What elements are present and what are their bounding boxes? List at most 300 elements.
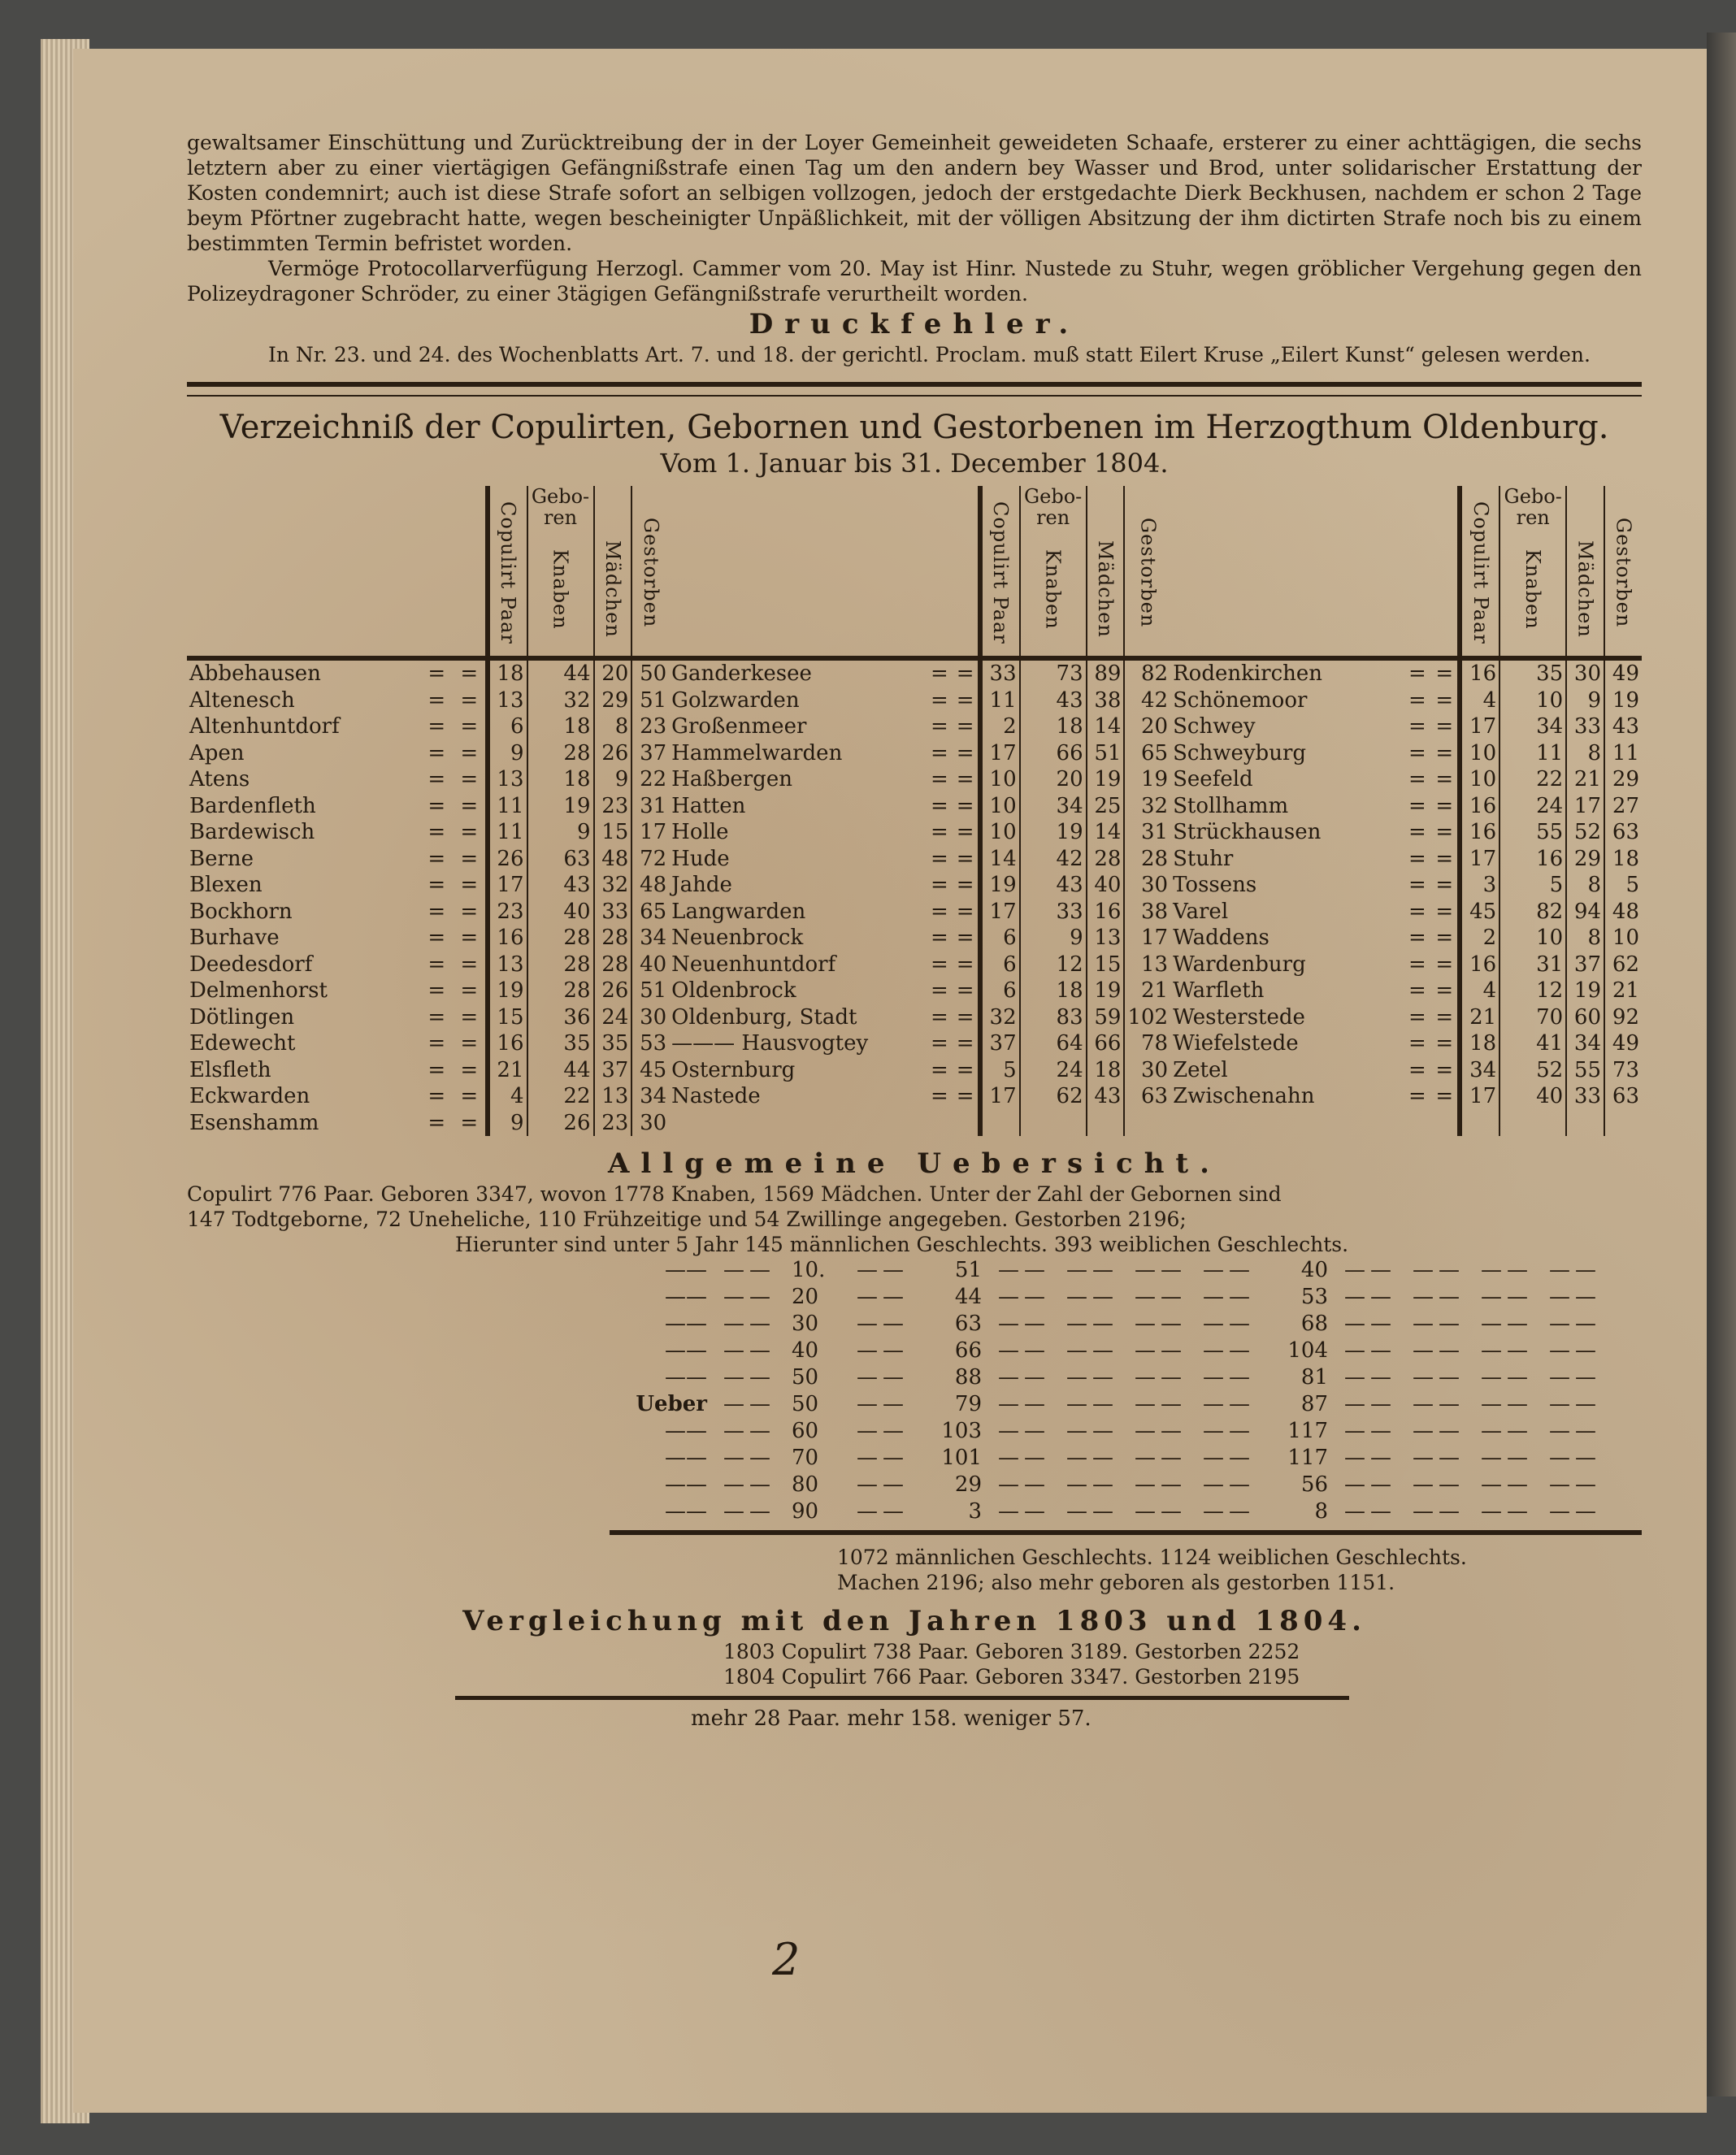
table-row (187, 658, 1642, 687)
place-name: Strückhausen (1173, 820, 1322, 844)
intro-paragraph-2: Vermöge Protocollarverfügung Herzogl. Cammer vom 20. May ist Hinr. Nustede zu Stuhr, wegen gröblicher Vergehung gegen den Polizeydragoner Schröder, zu einer 3tägigen Gefängnißstrafe verurtheilt worden. (187, 257, 1642, 306)
ditto-mark: = (1408, 899, 1426, 924)
maedchen-value: 55 (1566, 1057, 1604, 1084)
copulirt-value: 6 (980, 925, 1020, 952)
dash-mark: —— (857, 1285, 909, 1309)
knaben-value: 22 (527, 1083, 594, 1110)
place-name: Wiefelstede (1173, 1031, 1299, 1056)
knaben-value: 63 (527, 846, 594, 873)
gestorben-value: 5 (1604, 872, 1642, 899)
knaben-value: 18 (527, 766, 594, 793)
copulirt-value: 16 (1460, 819, 1499, 846)
male-count: 3 (968, 1499, 982, 1524)
gestorben-value: 10 (1604, 925, 1642, 952)
age-value: 50 (792, 1365, 819, 1390)
knaben-value: 12 (1499, 978, 1566, 1004)
dash-mark: —— (723, 1472, 775, 1497)
copulirt-value: 17 (980, 899, 1020, 926)
knaben-value: 52 (1499, 1057, 1566, 1084)
dash-mark: —— (1413, 1365, 1465, 1390)
age-prefix: —— (665, 1285, 707, 1309)
maedchen-value (1566, 1110, 1604, 1137)
ditto-mark: = (1408, 687, 1426, 713)
gestorben-value: 51 (631, 978, 669, 1004)
knaben-value: 43 (1020, 872, 1087, 899)
maedchen-value: 37 (1566, 952, 1604, 978)
place-name: Berne (189, 846, 254, 871)
age-prefix: —— (665, 1312, 707, 1336)
copulirt-value: 18 (1460, 1030, 1499, 1057)
place-name: Schweyburg (1173, 740, 1307, 765)
gestorben-value: 65 (1124, 740, 1170, 767)
ditto-mark (953, 1110, 979, 1137)
header-gebo-b: Gebo- ren (1023, 485, 1083, 529)
age-row (610, 1498, 1609, 1525)
errata-paragraph: In Nr. 23. und 24. des Wochenblatts Art. 7. und 18. der gerichtl. Proclam. muß statt Eilert Kruse „Eilert Kunst“ gelesen werden. (268, 343, 1591, 366)
table-row (187, 1110, 1642, 1137)
header-maedchen-label-c: Mädchen (1573, 540, 1597, 638)
copulirt-value: 9 (488, 1110, 527, 1137)
intro-paragraph-1: gewaltsamer Einschüttung und Zurücktreibung der in der Loyer Gemeinheit geweideten Schaafe, ersterer zu einer achttägigen, die sechs letztern aber zu einer viertägigen Gefängnißstrafe einen Tag um den andern bey Wasser und Brod, unter solidarischer Erstattung der Kosten condemnirt; auch ist diese Strafe sofort an selbigen vollzogen, jedoch der erstgedachte Dierk Beckhusen, nachdem er schon 2 Tage beym Pförtner zugebracht hatte, wegen bescheinigter Unpäßlichkeit, mit der völligen Absitzung der ihm dictirten Strafe noch bis zu einem bestimmten Termin befristet worden. (187, 131, 1642, 255)
maedchen-value: 25 (1087, 793, 1125, 820)
knaben-value: 44 (527, 1057, 594, 1084)
knaben-value: 33 (1020, 899, 1087, 926)
gestorben-value: 49 (1604, 1030, 1642, 1057)
maedchen-value: 26 (594, 978, 632, 1004)
gestorben-value: 13 (1124, 952, 1170, 978)
place-name: Esenshamm (189, 1110, 319, 1135)
table-row (187, 766, 1642, 793)
place-name: Schönemoor (1173, 687, 1308, 713)
compare-1803: 1803 Copulirt 738 Paar. Geboren 3189. Gestorben 2252 (723, 1640, 1300, 1663)
age-prefix: —— (665, 1499, 707, 1524)
table-row (187, 1083, 1642, 1110)
dash-mark: —— (1344, 1338, 1396, 1363)
place-name: Altenesch (189, 687, 295, 713)
copulirt-value: 19 (488, 978, 527, 1004)
ditto-mark: = (460, 846, 479, 871)
ditto-mark: = (427, 687, 446, 713)
female-count: 87 (1300, 1392, 1328, 1416)
knaben-value: 10 (1499, 687, 1566, 714)
dash-mark: —— (1066, 1312, 1118, 1336)
ditto-mark: = (1435, 714, 1454, 739)
page-content (187, 130, 1642, 1918)
knaben-value: 44 (527, 658, 594, 687)
header-quote-a (420, 486, 454, 658)
gestorben-value: 65 (631, 899, 669, 926)
table-row (187, 952, 1642, 978)
knaben-value: 43 (1020, 687, 1087, 714)
ditto-mark: = (930, 1004, 948, 1030)
ditto-mark: = (956, 926, 974, 950)
age-row (610, 1472, 1609, 1498)
header-knaben-c (1499, 486, 1566, 658)
place-name: Warfleth (1173, 978, 1265, 1003)
knaben-value: 34 (1499, 713, 1566, 740)
ditto-mark: = (1435, 899, 1454, 924)
dash-mark: —— (1549, 1419, 1601, 1443)
gestorben-value: 30 (631, 1004, 669, 1031)
maedchen-value: 8 (594, 713, 632, 740)
dash-mark: —— (1549, 1392, 1601, 1416)
table-row (187, 819, 1642, 846)
place-name: Neuenbrock (671, 926, 804, 950)
maedchen-value: 52 (1566, 819, 1604, 846)
table-row (187, 1004, 1642, 1031)
ditto-mark: = (956, 820, 974, 844)
gestorben-value: 50 (631, 658, 669, 687)
uebersicht-line-1: Copulirt 776 Paar. Geboren 3347, wovon 1778 Knaben, 1569 Mädchen. Unter der Zahl der Gebornen sind (187, 1182, 1282, 1206)
dash-mark: —— (857, 1472, 909, 1497)
place-name: Atens (189, 767, 250, 791)
ditto-mark: = (930, 952, 948, 977)
knaben-value: 9 (1020, 925, 1087, 952)
dash-mark: —— (1481, 1392, 1533, 1416)
gestorben-value: 45 (631, 1057, 669, 1084)
knaben-value: 64 (1020, 1030, 1087, 1057)
dash-mark: —— (857, 1312, 909, 1336)
maedchen-value: 48 (594, 846, 632, 873)
gestorben-value: 63 (1604, 1083, 1642, 1110)
copulirt-value: 18 (488, 658, 527, 687)
ditto-mark: = (956, 714, 974, 739)
ditto-mark: = (427, 661, 446, 686)
copulirt-value: 10 (980, 766, 1020, 793)
gestorben-value: 48 (1604, 899, 1642, 926)
table-row (187, 925, 1642, 952)
dash-mark: —— (1066, 1446, 1118, 1470)
table-row (187, 793, 1642, 820)
vergleichung-heading: Vergleichung mit den Jahren 1803 und 1804. (462, 1605, 1366, 1637)
dash-mark: —— (1549, 1312, 1601, 1336)
ditto-mark: = (930, 846, 948, 871)
ditto-mark: = (460, 820, 479, 844)
copulirt-value (980, 1110, 1020, 1137)
dash-mark: —— (1135, 1446, 1187, 1470)
age-prefix: —— (665, 1338, 707, 1363)
dash-mark: —— (1066, 1285, 1118, 1309)
ditto-mark: = (427, 820, 446, 844)
uebersicht-line-3: Hierunter sind unter 5 Jahr 145 männlichen Geschlechts. 393 weiblichen Geschlechts. (455, 1233, 1349, 1256)
ditto-mark: = (1435, 926, 1454, 950)
dash-mark: —— (1344, 1499, 1396, 1524)
header-quote2-c (1431, 486, 1460, 658)
ditto-mark: = (427, 846, 446, 871)
header-quote2-b (953, 486, 979, 658)
place-name: Großenmeer (671, 714, 807, 739)
gestorben-value (1124, 1110, 1170, 1137)
table-row (187, 978, 1642, 1004)
gestorben-value: 22 (631, 766, 669, 793)
ditto-mark: = (427, 740, 446, 765)
knaben-value: 41 (1499, 1030, 1566, 1057)
maedchen-value: 33 (1566, 1083, 1604, 1110)
copulirt-value: 13 (488, 952, 527, 978)
place-name: Langwarden (671, 899, 806, 924)
gestorben-value: 19 (1604, 687, 1642, 714)
gestorben-value: 53 (631, 1030, 669, 1057)
female-count: 56 (1300, 1472, 1328, 1497)
header-gestorben-label-a: Gestorben (639, 518, 662, 628)
copulirt-value: 4 (1460, 978, 1499, 1004)
ditto-mark: = (427, 793, 446, 818)
place-name: Varel (1173, 899, 1229, 924)
place-name: Deedesdorf (189, 952, 313, 977)
register-header-row (187, 486, 1642, 658)
copulirt-value: 37 (980, 1030, 1020, 1057)
copulirt-value: 17 (980, 740, 1020, 767)
gestorben-value: 34 (631, 1083, 669, 1110)
place-name: ——— Hausvogtey (671, 1031, 869, 1056)
place-name: Eckwarden (189, 1084, 310, 1108)
maedchen-value: 30 (1566, 658, 1604, 687)
gestorben-value: 21 (1124, 978, 1170, 1004)
ditto-mark: = (956, 740, 974, 765)
dash-mark: —— (1481, 1365, 1533, 1390)
dash-mark: —— (1135, 1258, 1187, 1282)
copulirt-value: 16 (1460, 658, 1499, 687)
dash-mark: —— (1481, 1338, 1533, 1363)
dash-mark: —— (1344, 1258, 1396, 1282)
maedchen-value: 15 (594, 819, 632, 846)
header-knaben-label-a: Knaben (549, 549, 572, 630)
dash-mark: —— (1203, 1285, 1255, 1309)
maedchen-value: 60 (1566, 1004, 1604, 1031)
header-copulirt-c (1460, 486, 1499, 658)
copulirt-value: 6 (980, 978, 1020, 1004)
maedchen-value: 43 (1087, 1083, 1125, 1110)
copulirt-value (1460, 1110, 1499, 1137)
copulirt-value: 4 (488, 1083, 527, 1110)
place-name: Rodenkirchen (1173, 661, 1323, 686)
place-name: Bockhorn (189, 899, 293, 924)
knaben-value: 10 (1499, 925, 1566, 952)
dash-mark: —— (723, 1392, 775, 1416)
place-name: Seefeld (1173, 767, 1253, 791)
copulirt-value: 11 (488, 819, 527, 846)
dash-mark: —— (1481, 1312, 1533, 1336)
dash-mark: —— (1413, 1499, 1465, 1524)
ditto-mark: = (427, 952, 446, 977)
ditto-mark: = (460, 1057, 479, 1082)
gestorben-value: 21 (1604, 978, 1642, 1004)
table-row (187, 740, 1642, 767)
knaben-value: 22 (1499, 766, 1566, 793)
dash-mark: —— (857, 1499, 909, 1524)
copulirt-value: 2 (1460, 925, 1499, 952)
age-row (610, 1311, 1609, 1338)
gestorben-value: 30 (631, 1110, 669, 1137)
dash-mark: —— (723, 1312, 775, 1336)
gestorben-value: 92 (1604, 1004, 1642, 1031)
ditto-mark: = (1408, 873, 1426, 897)
dash-mark: —— (1135, 1285, 1187, 1309)
header-quote-c (1404, 486, 1432, 658)
maedchen-value: 38 (1087, 687, 1125, 714)
place-name: Bardenfleth (189, 793, 316, 818)
knaben-value: 35 (527, 1030, 594, 1057)
maedchen-value: 51 (1087, 740, 1125, 767)
place-name: Burhave (189, 926, 280, 950)
ditto-mark: = (1435, 687, 1454, 713)
female-count: 40 (1300, 1258, 1328, 1282)
age-row (610, 1338, 1609, 1364)
sum-divider (610, 1530, 1642, 1538)
maedchen-value: 28 (594, 925, 632, 952)
place-name: Elsfleth (189, 1057, 271, 1082)
knaben-value: 55 (1499, 819, 1566, 846)
maedchen-value: 66 (1087, 1030, 1125, 1057)
ditto-mark: = (460, 793, 479, 818)
ditto-mark: = (1435, 1057, 1454, 1082)
dash-mark: —— (1203, 1446, 1255, 1470)
maedchen-value: 9 (594, 766, 632, 793)
header-gebo-a: Gebo- ren (531, 485, 590, 529)
dash-mark: —— (723, 1365, 775, 1390)
gestorben-value: 63 (1604, 819, 1642, 846)
ditto-mark: = (956, 1004, 974, 1030)
place-name: Dötlingen (189, 1004, 295, 1030)
male-count: 79 (954, 1392, 982, 1416)
dash-mark: —— (1344, 1392, 1396, 1416)
maedchen-value: 15 (1087, 952, 1125, 978)
place-name: Wardenburg (1173, 952, 1306, 977)
ditto-mark: = (460, 767, 479, 791)
compare-divider (455, 1696, 1349, 1700)
dash-mark: —— (1549, 1365, 1601, 1390)
female-count: 81 (1300, 1365, 1328, 1390)
maedchen-value: 29 (1566, 846, 1604, 873)
ditto-mark: = (930, 793, 948, 818)
copulirt-value: 11 (488, 793, 527, 820)
place-name: Stollhamm (1173, 793, 1289, 818)
knaben-value (1499, 1110, 1566, 1137)
ditto-mark: = (956, 978, 974, 1003)
copulirt-value: 33 (980, 658, 1020, 687)
gestorben-value: 27 (1604, 793, 1642, 820)
age-value: 50 (792, 1392, 819, 1416)
place-name: Delmenhorst (189, 978, 328, 1003)
maedchen-value: 33 (594, 899, 632, 926)
place-name: Edewecht (189, 1031, 296, 1056)
ditto-mark: = (956, 1057, 974, 1082)
copulirt-value: 3 (1460, 872, 1499, 899)
dash-mark: —— (723, 1338, 775, 1363)
ditto-mark: = (930, 820, 948, 844)
ditto-mark: = (1408, 926, 1426, 950)
ditto-mark: = (956, 767, 974, 791)
knaben-value: 66 (1020, 740, 1087, 767)
book-spine (1707, 33, 1736, 2096)
knaben-value: 43 (527, 872, 594, 899)
age-prefix: —— (665, 1365, 707, 1390)
male-count: 44 (954, 1285, 982, 1309)
dash-mark: —— (1344, 1446, 1396, 1470)
maedchen-value: 35 (594, 1030, 632, 1057)
dash-mark: —— (1135, 1419, 1187, 1443)
place-name: Blexen (189, 873, 263, 897)
table-row (187, 846, 1642, 873)
maedchen-value: 34 (1566, 1030, 1604, 1057)
register-table (187, 486, 1642, 1136)
dash-mark: —— (857, 1338, 909, 1363)
uebersicht-line-2: 147 Todtgeborne, 72 Uneheliche, 110 Frühzeitige und 54 Zwillinge angegeben. Gestorben 2196; (187, 1208, 1187, 1231)
header-maedchen-label-b: Mädchen (1094, 540, 1118, 638)
gestorben-value: 40 (631, 952, 669, 978)
knaben-value (1020, 1110, 1087, 1137)
dash-mark: —— (857, 1258, 909, 1282)
copulirt-value: 17 (980, 1083, 1020, 1110)
male-count: 51 (954, 1258, 982, 1282)
copulirt-value: 19 (980, 872, 1020, 899)
dash-mark: —— (1344, 1419, 1396, 1443)
dash-mark: —— (1549, 1338, 1601, 1363)
uebersicht-heading: Allgemeine Uebersicht. (608, 1147, 1221, 1180)
gestorben-value: 17 (631, 819, 669, 846)
knaben-value: 73 (1020, 658, 1087, 687)
header-copulirt-label-b: Copulirt Paar (989, 501, 1013, 644)
place-name: Golzwarden (671, 687, 800, 713)
ditto-mark: = (956, 661, 974, 686)
male-count: 63 (954, 1312, 982, 1336)
header-gebo-c: Gebo- ren (1504, 485, 1562, 529)
knaben-value: 35 (1499, 658, 1566, 687)
header-gestorben-b (1124, 486, 1170, 658)
knaben-value: 32 (527, 687, 594, 714)
ditto-mark: = (460, 952, 479, 977)
knaben-value: 62 (1020, 1083, 1087, 1110)
maedchen-value: 89 (1087, 658, 1125, 687)
place-name: Zwischenahn (1173, 1084, 1315, 1108)
register-title: Verzeichniß der Copulirten, Gebornen und Gestorbenen im Herzogthum Oldenburg. (219, 409, 1609, 446)
age-value: 40 (792, 1338, 819, 1363)
maedchen-value: 23 (594, 793, 632, 820)
knaben-value: 40 (527, 899, 594, 926)
dash-mark: —— (998, 1312, 1050, 1336)
age-value: 20 (792, 1285, 819, 1309)
header-maedchen-c (1566, 486, 1604, 658)
signature-mark: 2 (772, 1934, 801, 1985)
dash-mark: —— (1413, 1312, 1465, 1336)
ditto-mark: = (427, 1110, 446, 1135)
knaben-value: 70 (1499, 1004, 1566, 1031)
header-knaben-label-c: Knaben (1521, 549, 1545, 630)
dash-mark: —— (998, 1285, 1050, 1309)
header-copulirt-label-a: Copulirt Paar (497, 501, 520, 644)
ditto-mark: = (427, 1057, 446, 1082)
dash-mark: —— (1549, 1446, 1601, 1470)
maedchen-value: 9 (1566, 687, 1604, 714)
ditto-mark: = (930, 661, 948, 686)
female-count: 104 (1287, 1338, 1328, 1363)
copulirt-value: 16 (1460, 952, 1499, 978)
ditto-mark: = (460, 926, 479, 950)
ditto-mark: = (930, 740, 948, 765)
ditto-mark: = (1435, 873, 1454, 897)
place-name: Schwey (1173, 714, 1256, 739)
ditto-mark: = (460, 899, 479, 924)
table-row (187, 687, 1642, 714)
copulirt-value: 34 (1460, 1057, 1499, 1084)
maedchen-value: 23 (594, 1110, 632, 1137)
dash-mark: —— (1549, 1499, 1601, 1524)
ditto-mark: = (427, 899, 446, 924)
ditto-mark: = (1408, 952, 1426, 977)
section-divider (187, 382, 1642, 397)
female-count: 117 (1287, 1419, 1328, 1443)
ditto-mark: = (1435, 846, 1454, 871)
